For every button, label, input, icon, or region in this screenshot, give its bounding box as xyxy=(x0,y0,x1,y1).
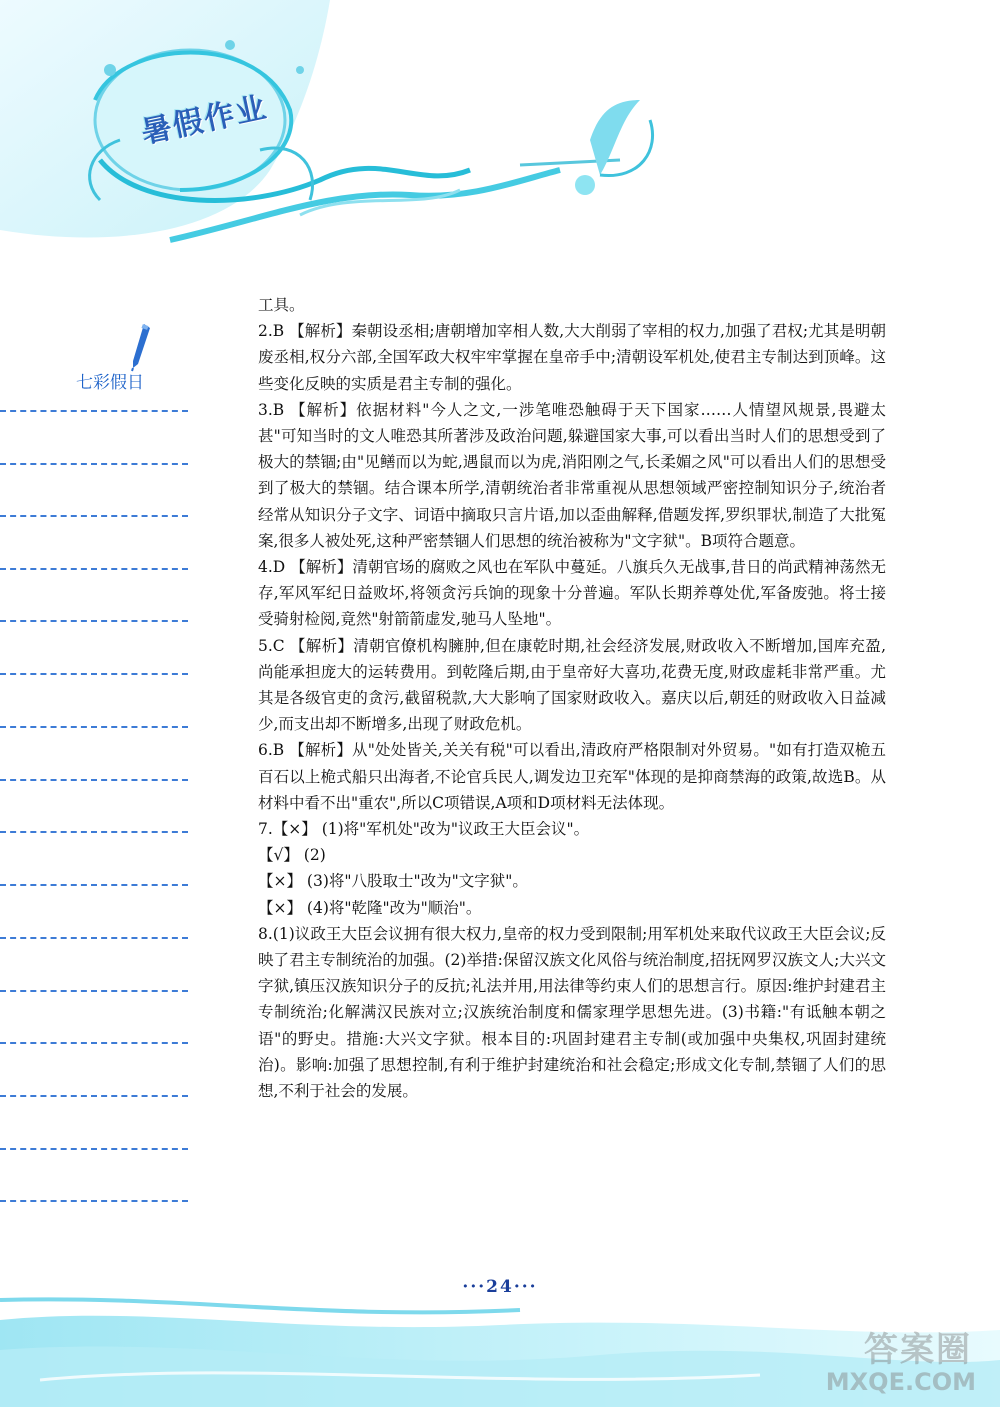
margin-line-7 xyxy=(0,726,188,728)
answer-paragraph: 6.B 【解析】从"处处皆关,关关有税"可以看出,清政府严格限制对外贸易。"如有打造双桅五百石以上桅式船只出海者,不论官兵民人,调发边卫充军"体现的是抑商禁海的政策,故选B。从材料中看不出"重农",所以C项错误,A项和D项材料无法体现。 xyxy=(258,741,886,812)
margin-line-1 xyxy=(0,410,188,412)
margin-line-16 xyxy=(0,1200,188,1202)
answer-content xyxy=(258,292,886,1104)
answer-paragraph: 4.D 【解析】清朝官场的腐败之风也在军队中蔓延。八旗兵久无战事,昔日的尚武精神荡然无存,军风军纪日益败坏,将领贪污兵饷的现象十分普遍。军队长期养尊处优,军备废弛。将士接受骑射检阅,竟然"射箭箭虚发,驰马人坠地"。 xyxy=(258,558,886,629)
answer-paragraph: 5.C 【解析】清朝官僚机构臃肿,但在康乾时期,社会经济发展,财政收入不断增加,国库充盈,尚能承担庞大的运转费用。到乾隆后期,由于皇帝好大喜功,花费无度,财政虚耗非常严重。尤其是各级官吏的贪污,截留税款,大大影响了国家财政收入。嘉庆以后,朝廷的财政收入日益减少,而支出却不断增多,出现了财政危机。 xyxy=(258,636,886,734)
answer-paragraph: 工具。 xyxy=(258,296,305,314)
margin-line-6 xyxy=(0,673,188,675)
margin-line-9 xyxy=(0,831,188,833)
margin-line-14 xyxy=(0,1095,188,1097)
margin-line-15 xyxy=(0,1148,188,1150)
answer-paragraph: 【×】 (4)将"乾隆"改为"顺治"。 xyxy=(258,898,482,917)
margin-line-4 xyxy=(0,568,188,570)
banner-title: 暑假作业 xyxy=(138,89,271,151)
answer-paragraph: 7.【×】 (1)将"军机处"改为"议政王大臣会议"。 xyxy=(258,820,590,839)
pen-icon xyxy=(128,322,152,372)
margin-line-12 xyxy=(0,990,188,992)
margin-line-11 xyxy=(0,937,188,939)
margin-line-8 xyxy=(0,779,188,781)
answer-paragraph: 【√】 (2) xyxy=(258,846,326,865)
margin-line-10 xyxy=(0,884,188,886)
margin-line-5 xyxy=(0,620,188,622)
answer-paragraph: 3.B 【解析】依据材料"今人之文,一涉笔唯恐触碍于天下国家……人情望风规景,畏避太甚"可知当时的文人唯恐其所著涉及政治问题,躲避国家大事,可以看出当时人们的思想受到了极大的禁锢;由"见鳝而以为蛇,遇鼠而以为虎,消阳刚之气,长柔媚之风"可以看出人们的思想受到了极大的禁锢。结合课本所学,清朝统治者非常重视从思想领域严密控制知识分子,统治者经常从知识分子文字、词语中摘取只言片语,加以歪曲解释,借题发挥,罗织罪状,制造了大批冤案,很多人被处死,这种严密禁锢人们思想的统治被称为"文字狱"。B项符合题意。 xyxy=(258,400,886,550)
answer-paragraph: 【×】 (3)将"八股取士"改为"文字狱"。 xyxy=(258,872,528,891)
margin-line-13 xyxy=(0,1042,188,1044)
margin-line-3 xyxy=(0,515,188,517)
answer-paragraph: 2.B 【解析】秦朝设丞相;唐朝增加宰相人数,大大削弱了宰相的权力,加强了君权;尤其是明朝废丞相,权分六部,全国军政大权牢牢掌握在皇帝手中;清朝设军机处,使君主专制达到顶峰。这些变化反映的实质是君主专制的强化。 xyxy=(258,322,886,393)
sidebar-label: 七彩假日 xyxy=(76,373,144,393)
page-number: ···24··· xyxy=(462,1277,538,1297)
answer-paragraph: 8.(1)议政王大臣会议拥有很大权力,皇帝的权力受到限制;用军机处来取代议政王大臣会议;反映了君主专制统治的加强。(2)举措:保留汉族文化风俗与统治制度,招抚网罗汉族文人;大兴文字狱,镇压汉族知识分子的反抗;礼法并用,用法律等约束人们的思想言行。原因:维护封建君主专制统治;化解满汉民族对立;汉族统治制度和儒家理学思想先进。(3)书籍:"有诋触本朝之语"的野史。措施:大兴文字狱。根本目的:巩固封建君主专制(或加强中央集权,巩固封建统治)。影响:加强了思想控制,有利于维护封建统治和社会稳定;形成文化专制,禁锢了人们的思想,不利于社会的发展。 xyxy=(258,924,886,1101)
margin-line-2 xyxy=(0,463,188,465)
watermark-logo: 答案圈 xyxy=(864,1330,972,1370)
watermark-url: MXQE.COM xyxy=(825,1368,976,1396)
